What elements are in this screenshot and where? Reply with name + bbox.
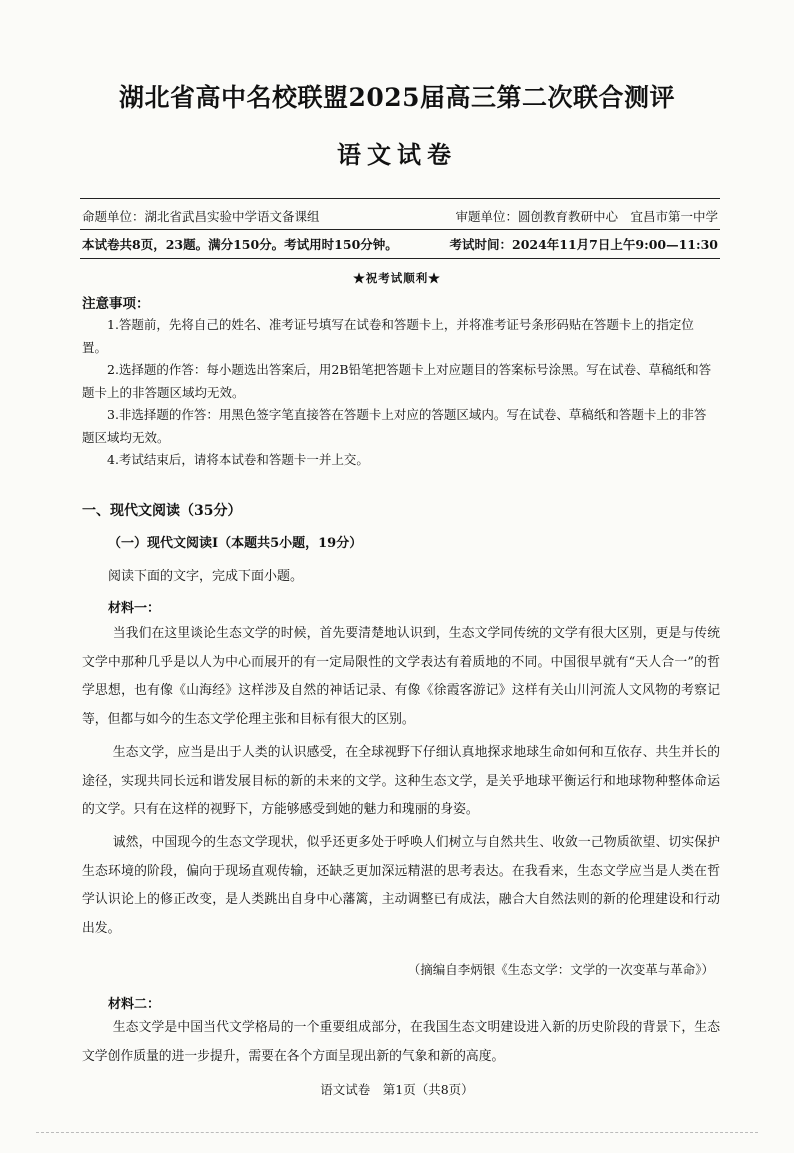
notice-list	[82, 314, 718, 472]
setter-row	[82, 207, 718, 225]
material-one-paragraph: 生态文学，应当是出于人类的认识感受，在全球视野下仔细认真地探求地球生命如何和互依存、共生并长的途径，实现共同长远和谐发展目标的新的未来的文学。这种生态文学，是关乎地球平衡运行和地球物种整体命运的文学。只有在这样的视野下，方能够感受到她的魅力和瑰丽的身姿。	[82, 745, 720, 818]
reading-instruction: 阅读下面的文字，完成下面小题。	[108, 569, 304, 584]
notice-item: 4.考试结束后，请将本试卷和答题卡一并上交。	[107, 452, 369, 467]
exam-info: 本试卷共8页，23题。满分150分。考试用时150分钟。	[82, 237, 398, 252]
setter-unit: 命题单位：湖北省武昌实验中学语文备课组	[82, 209, 320, 224]
material-one-citation: （摘编自李炳银《生态文学：文学的一次变革与革命》）	[407, 962, 714, 977]
exam-info-row	[82, 235, 718, 253]
material-two-label: 材料二：	[108, 997, 161, 1012]
section-heading: 一、现代文阅读（35分）	[82, 503, 242, 519]
subject-title: 语文试卷	[337, 140, 457, 169]
notice-heading: 注意事项：	[82, 296, 150, 312]
page-footer: 语文试卷 第1页（共8页）	[320, 1082, 474, 1097]
header-rule-middle	[80, 229, 720, 230]
exam-title: 湖北省高中名校联盟2025届高三第二次联合测评	[118, 83, 676, 112]
good-luck-text: ★祝考试顺利★	[353, 271, 441, 285]
notice-item: 1.答题前，先将自己的姓名、准考证号填写在试卷和答题卡上，并将准考证号条形码贴在答题卡上的指定位置。	[82, 317, 694, 355]
notice-item: 3.非选择题的作答：用黑色签字笔直接答在答题卡上对应的答题区域内。写在试卷、草稿纸和答题卡上的非答题区域均无效。	[82, 407, 707, 445]
exam-time: 考试时间：2024年11月7日上午9:00—11:30	[449, 237, 718, 252]
notice-item: 2.选择题的作答：每小题选出答案后，用2B铅笔把答题卡上对应题目的答案标号涂黑。写在试卷、草稿纸和答题卡上的非答题区域均无效。	[82, 362, 712, 400]
material-two-paragraph: 生态文学是中国当代文学格局的一个重要组成部分，在我国生态文明建设进入新的历史阶段的背景下，生态文学创作质量的进一步提升，需要在各个方面呈现出新的气象和新的高度。	[82, 1020, 720, 1064]
subsection-heading: （一）现代文阅读Ⅰ（本题共5小题，19分）	[108, 536, 363, 551]
material-one-paragraph: 当我们在这里谈论生态文学的时候，首先要清楚地认识到，生态文学同传统的文学有很大区别，更是与传统文学中那种几乎是以人为中心而展开的有一定局限性的文学表达有着质地的不同。中国很早就有“天人合一”的哲学思想，也有像《山海经》这样涉及自然的神话记录、有像《徐霞客游记》这样有关山川河流人文风物的考察记等，但都与如今的生态文学伦理主张和目标有很大的区别。	[82, 626, 720, 728]
header-rule-bottom	[80, 258, 720, 259]
cut-line	[36, 1132, 758, 1133]
material-one-paragraph: 诚然，中国现今的生态文学现状，似乎还更多处于呼唤人们树立与自然共生、收敛一己物质欲望、切实保护生态环境的阶段，偏向于现场直观传输，还缺乏更加深远精湛的思考表达。在我看来，生态文学应当是人类在哲学认识论上的修正改变，是人类跳出自身中心藩篱，主动调整已有成法，融合大自然法则的新的伦理建设和行动出发。	[82, 835, 720, 937]
material-one-label: 材料一：	[108, 601, 161, 616]
header-rule-top	[80, 198, 720, 199]
reviewer-unit: 审题单位：圆创教育教研中心 宜昌市第一中学	[455, 209, 718, 224]
